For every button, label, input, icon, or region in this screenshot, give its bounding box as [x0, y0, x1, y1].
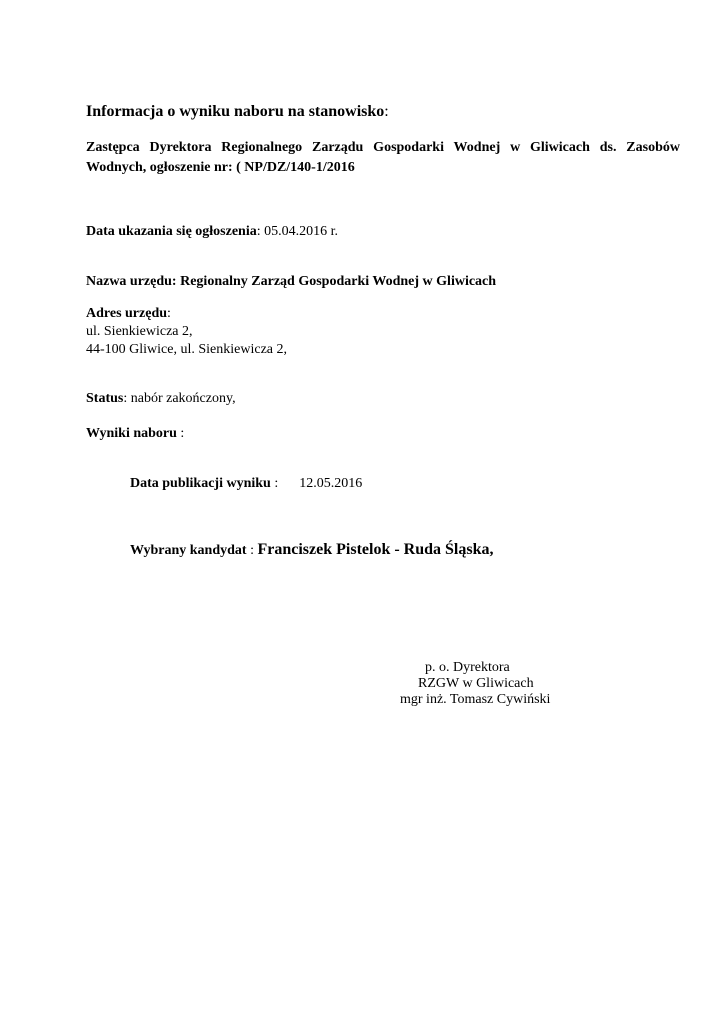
selected-candidate: [130, 541, 493, 560]
heading-title: Informacja o wyniku naboru na stanowisko: [86, 103, 385, 120]
status-value: : nabór zakończony,: [123, 391, 236, 406]
address-line-2: 44-100 Gliwice, ul. Sienkiewicza 2,: [86, 342, 288, 357]
candidate-colon: :: [246, 543, 258, 558]
candidate-label: Wybrany kandydat: [130, 543, 247, 558]
publication-date-colon: :: [270, 476, 279, 491]
recruitment-status: [86, 390, 236, 408]
publication-date-label: Data publikacji wyniku: [130, 476, 271, 491]
announcement-date-label: Data ukazania się ogłoszenia: [86, 224, 257, 239]
position-title: [86, 138, 680, 178]
announcement-date-value: : 05.04.2016 r.: [256, 224, 339, 239]
heading-colon: :: [384, 103, 389, 120]
address-label: Adres urzędu: [86, 306, 168, 321]
signature-title: p. o. Dyrektora: [425, 660, 510, 675]
results-label: Wyniki naboru: [86, 426, 177, 441]
publication-date-value: 12.05.2016: [299, 476, 363, 491]
results-colon: :: [176, 426, 185, 441]
address-colon: :: [167, 306, 171, 321]
signature-office: RZGW w Gliwicach: [418, 676, 534, 691]
announcement-date: [86, 223, 338, 241]
office-name: [86, 273, 496, 291]
position-line-1: Zastępca Dyrektora Regionalnego Zarządu Gospodarki Wodnej w Gliwicach ds. Zasobów: [86, 140, 680, 155]
signature-name: mgr inż. Tomasz Cywiński: [400, 692, 551, 707]
recruitment-results: [86, 425, 184, 443]
address-line-1: ul. Sienkiewicza 2,: [86, 324, 193, 339]
office-name-value: Regionalny Zarząd Gospodarki Wodnej w Gliwicach: [176, 274, 497, 289]
office-address: [86, 305, 287, 359]
publication-date: [130, 475, 362, 493]
position-line-2: Wodnych, ogłoszenie nr: ( NP/DZ/140-1/2016: [86, 160, 355, 175]
status-label: Status: [86, 391, 124, 406]
candidate-name: Franciszek Pistelok - Ruda Śląska,: [257, 541, 494, 558]
office-name-label: Nazwa urzędu:: [86, 274, 177, 289]
document-heading: [86, 103, 389, 121]
signature-block: [400, 660, 550, 708]
